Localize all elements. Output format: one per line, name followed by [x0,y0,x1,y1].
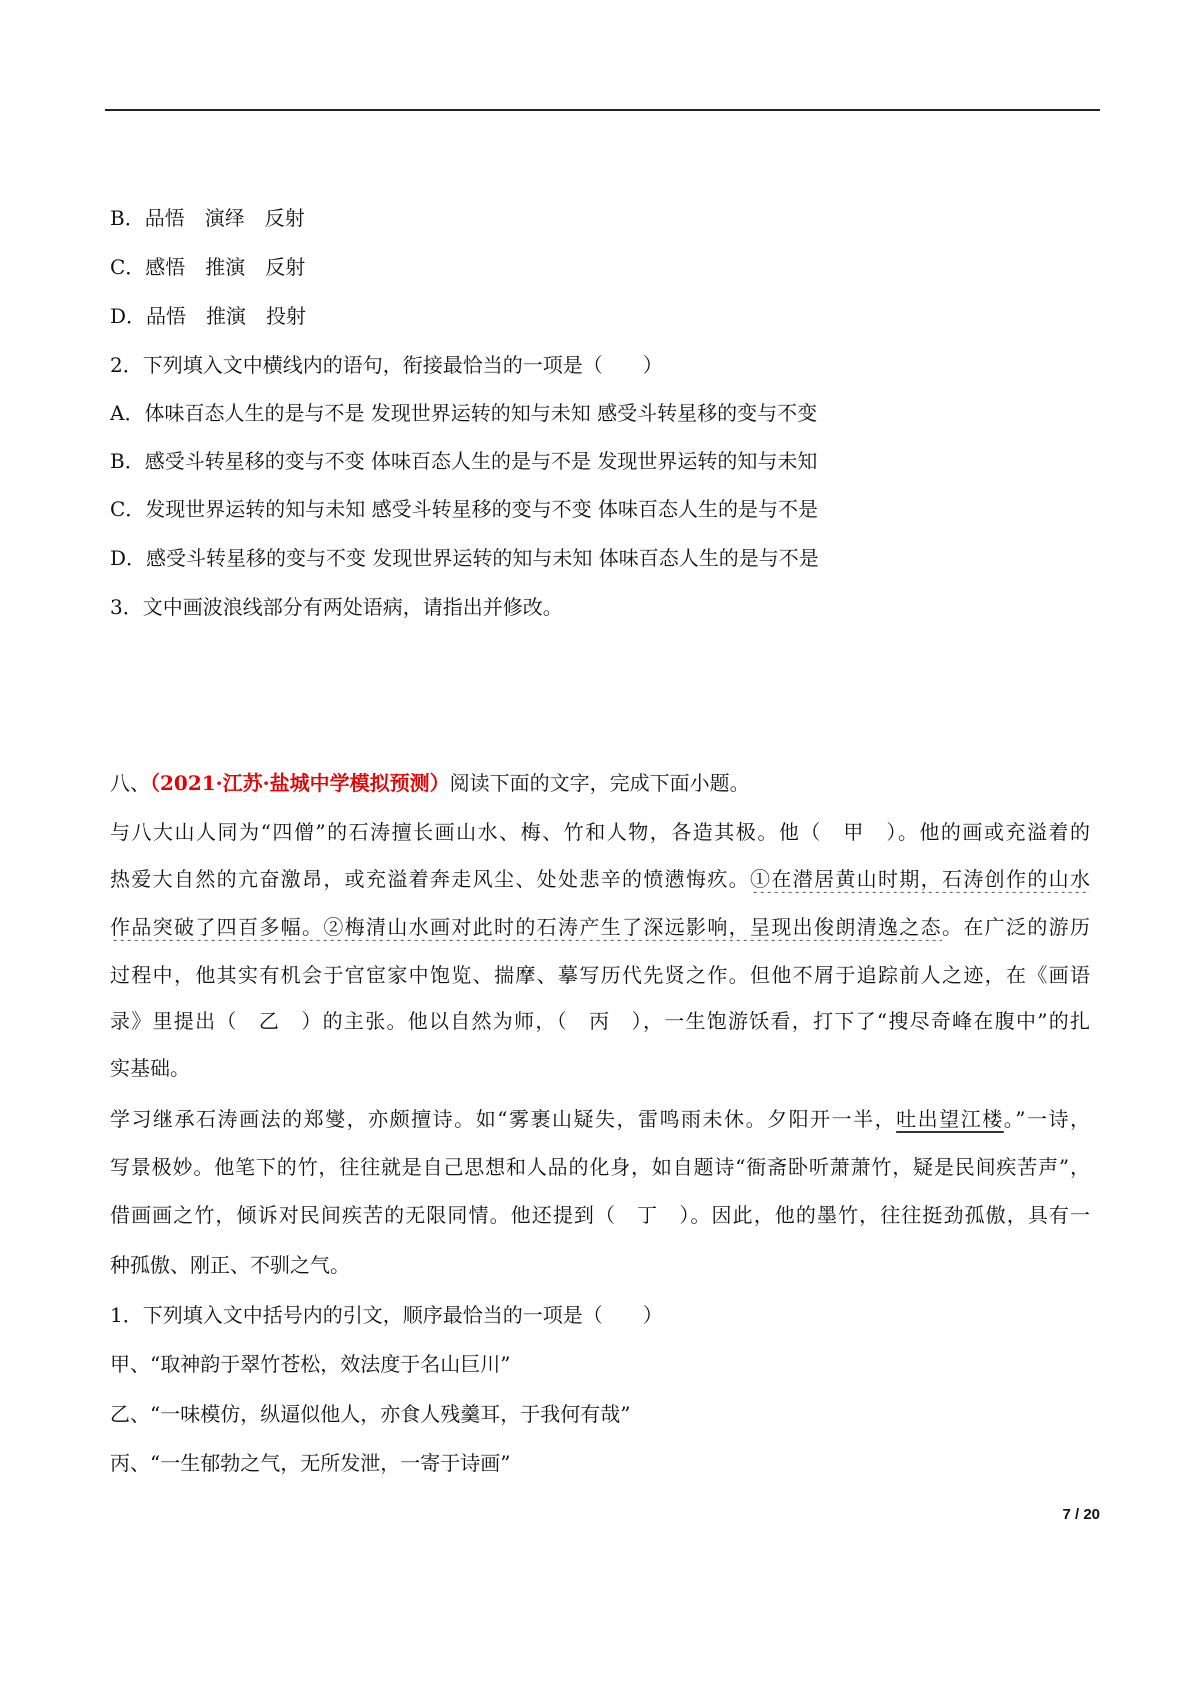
wavy-underlined-text: ①在潜居黄山时期，石涛创作的山水 [750,867,1090,891]
passage-p1-line-2 [110,865,1090,893]
passage-p1-line-1: 与八大山人同为“四僧”的石涛擅长画山水、梅、竹和人物，各造其极。他（ 甲 ）。他的画或充溢着的 [110,820,1090,844]
passage-p2-line-4: 种孤傲、刚正、不驯之气。 [110,1253,350,1277]
passage-text: 。”一诗， [1003,1107,1090,1131]
passage-p2-line-3: 借画画之竹，倾诉对民间疾苦的无限同情。他还提到（ 丁 ）。因此，他的墨竹，往往挺劲孤傲，具有一 [110,1203,1090,1227]
header-rule [105,109,1100,111]
page-number: 7 / 20 [1062,1506,1100,1523]
question-2-option-d: D．感受斗转星移的变与不变 发现世界运转的知与未知 体味百态人生的是与不是 [110,546,819,570]
quote-yi: 乙、“一味模仿，纵逼似他人，亦食人残羹耳，于我何有哉” [110,1402,631,1426]
quote-bing: 丙、“一生郁勃之气，无所发泄，一寄于诗画” [110,1451,511,1475]
passage-p1-line-4: 过程中，他其实有机会于官宦家中饱览、揣摩、摹写历代先贤之作。但他不屑于追踪前人之迹，在《画语 [110,963,1090,987]
question-2-stem: 2．下列填入文中横线内的语句，衔接最恰当的一项是（ ） [110,353,663,377]
section-instruction: 阅读下面的文字，完成下面小题。 [449,771,750,795]
prev-option-c: C．感悟 推演 反射 [110,255,306,279]
wavy-underlined-text: 作品突破了四百多幅。②梅清山水画对此时的石涛产生了深远影响，呈现出俊朗清逸之态 [110,915,942,939]
section-number: 八、 [110,771,150,795]
section-8-heading [110,769,750,797]
quote-jia: 甲、“取神韵于翠竹苍松，效法度于名山巨川” [110,1352,511,1376]
question-2-option-c: C．发现世界运转的知与未知 感受斗转星移的变与不变 体味百态人生的是与不是 [110,497,819,521]
passage-p2-line-1 [110,1105,1090,1133]
section-source: （2021·江苏·盐城中学模拟预测） [150,771,450,795]
passage-p1-line-3 [110,913,1090,941]
passage-text: 学习继承石涛画法的郑燮，亦颇擅诗。如“雾裹山疑失，雷鸣雨未休。夕阳开一半， [110,1107,897,1131]
passage-text: 。在广泛的游历 [942,915,1090,939]
question-2-option-b: B．感受斗转星移的变与不变 体味百态人生的是与不是 发现世界运转的知与未知 [110,449,818,473]
passage-p1-line-5: 录》里提出（ 乙 ）的主张。他以自然为师，（ 丙 ），一生饱游饫看，打下了“搜尽奇峰在腹中”的扎 [110,1009,1090,1033]
passage-p1-line-6: 实基础。 [110,1056,190,1080]
prev-option-b: B．品悟 演绎 反射 [110,206,305,230]
prev-option-d: D．品悟 推演 投射 [110,304,307,328]
passage-p2-line-2: 写景极妙。他笔下的竹，往往就是自己思想和人品的化身，如自题诗“衙斋卧听萧萧竹，疑是民间疾苦声”， [110,1155,1090,1179]
passage-text: 热爱大自然的亢奋激昂，或充溢着奔走风尘、处处悲辛的愤懑悔疚。 [110,867,750,891]
question-1-stem: 1．下列填入文中括号内的引文，顺序最恰当的一项是（ ） [110,1303,663,1327]
question-2-option-a: A．体味百态人生的是与不是 发现世界运转的知与未知 感受斗转星移的变与不变 [110,401,818,425]
underlined-text: 吐出望江楼 [896,1107,1004,1131]
question-3-stem: 3．文中画波浪线部分有两处语病，请指出并修改。 [110,595,563,619]
